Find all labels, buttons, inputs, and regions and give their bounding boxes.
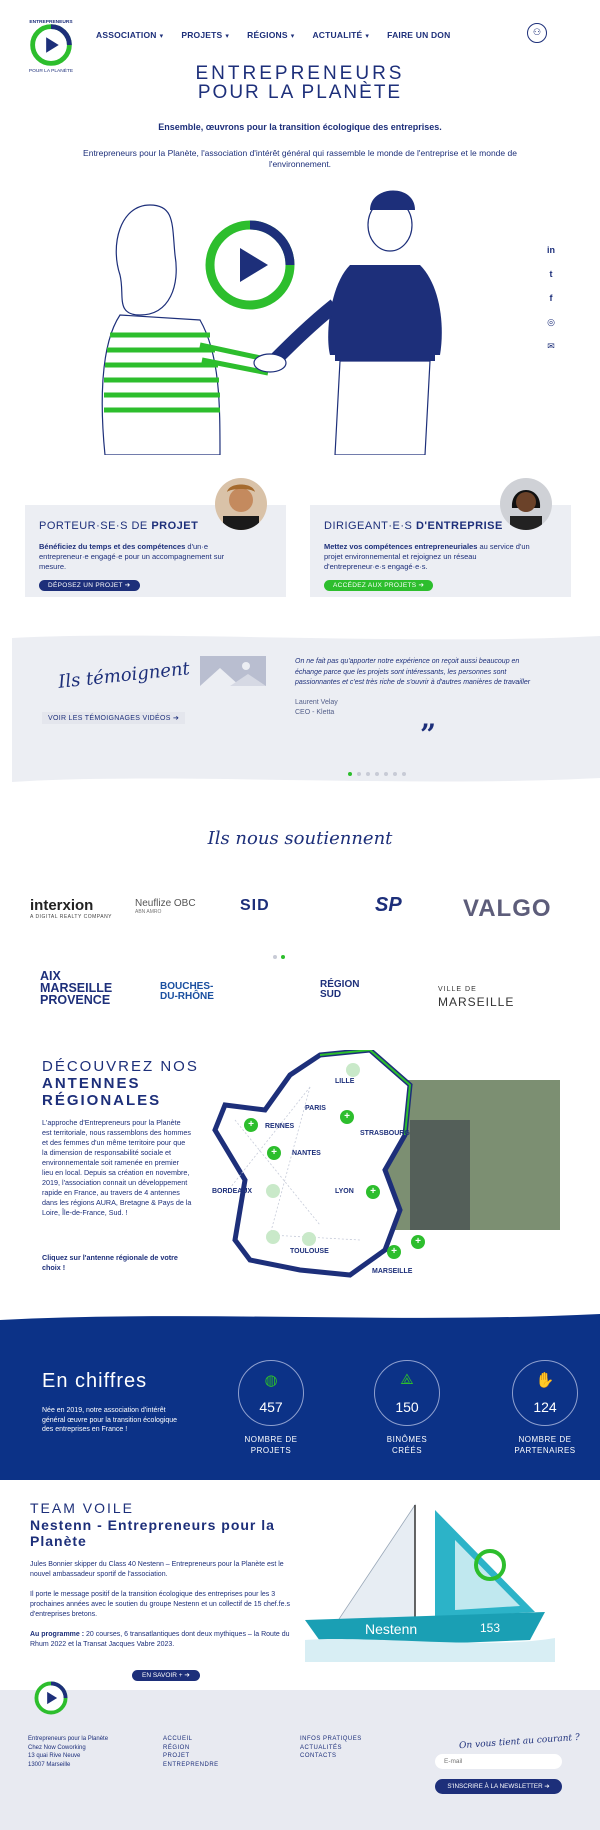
nav-actualite[interactable]: ACTUALITÉ ▾ (312, 30, 370, 40)
handshake-icon: ✋ (535, 1372, 555, 1389)
header (0, 0, 600, 74)
quote-icon: ” (420, 718, 437, 751)
acceder-projets-button[interactable]: ACCÉDEZ AUX PROJETS ➔ (324, 580, 433, 591)
hero-subtitle: Ensemble, œuvrons pour la transition écologique des entreprises. (158, 122, 442, 132)
svg-text:153: 153 (480, 1621, 501, 1635)
city-marseille[interactable]: MARSEILLE (372, 1268, 413, 1275)
city-lille[interactable]: LILLE (335, 1078, 355, 1085)
carousel-dot[interactable] (366, 772, 370, 776)
logo-neuflize[interactable]: Neuflize OBC ABN AMRO (135, 898, 196, 915)
carousel-dot[interactable] (384, 772, 388, 776)
email-field[interactable] (435, 1754, 562, 1769)
chiffres-title: En chiffres (42, 1370, 148, 1392)
stat-binomes: ⟁ 150 BINÔMES CRÉÉS (372, 1360, 442, 1456)
city-rennes[interactable]: RENNES (265, 1123, 295, 1130)
twitter-icon[interactable]: t (549, 269, 553, 279)
city-lyon[interactable]: LYON (335, 1188, 354, 1195)
city-toulouse[interactable]: TOULOUSE (290, 1248, 329, 1255)
sailboat-image (305, 1500, 555, 1662)
voile-kicker: TEAM VOILE (30, 1500, 135, 1516)
pin-bordeaux[interactable] (266, 1184, 280, 1198)
voile-title: Nestenn - Entrepreneurs pour la Planète (30, 1517, 275, 1549)
video-testimonials-link[interactable]: VOIR LES TÉMOIGNAGES VIDÉOS ➔ (42, 712, 185, 724)
pin-sud[interactable]: + (411, 1235, 425, 1249)
hero-title-line2: POUR LA PLANÈTE (197, 82, 403, 103)
carousel-dot[interactable] (402, 772, 406, 776)
antennes-text: L'approche d'Entrepreneurs pour la Planète est territoriale, nous rassemblons des hommes et des femmes d'un même territoire pour que la dimension de responsabilité sociale et environnementale soit ramenée en premier lieu en local. Depuis sa création en novembre, 2019, l'association connait un développement rapide en France, au travers de 4 antennes dans les régions AURA, Bretagne & Pays de la Loire, Île-de-France, Sud. ! (42, 1118, 192, 1217)
card-text: Bénéficiez du temps et des compétences d'un·e entrepreneur·e engagé·e pour un accompagnement sur mesure. (39, 542, 225, 571)
chiffres-text: Née en 2019, notre association d'intérêt général œuvre pour la transition écologique des entreprises en France ! (42, 1407, 178, 1433)
card-title: PORTEUR·SE·S DE PROJET (39, 520, 199, 532)
carousel-dot[interactable] (348, 772, 352, 776)
carousel-dot[interactable] (393, 772, 397, 776)
carousel-dot[interactable] (357, 772, 361, 776)
stat-partenaires: ✋ 124 NOMBRE DE PARTENAIRES (510, 1360, 580, 1456)
carousel-dot[interactable] (281, 955, 285, 959)
pin-toulouse-west[interactable] (266, 1230, 280, 1244)
chevron-down-icon: ▾ (365, 33, 370, 40)
hero-title-line1: ENTREPRENEURS (195, 63, 405, 84)
people-icon[interactable]: ⚇ (527, 23, 547, 43)
city-nantes[interactable]: NANTES (292, 1150, 321, 1157)
pin-marseille[interactable]: + (387, 1245, 401, 1259)
logo-region-sud[interactable]: RÉGION SUD (320, 979, 360, 1000)
avatar (500, 478, 552, 530)
footer-links-1 (163, 1735, 219, 1769)
newsletter-script: On vous tient au courant ? (458, 1732, 581, 1752)
linkedin-icon[interactable]: in (547, 245, 555, 255)
testimonials-script-title: Ils témoignent (57, 658, 191, 693)
nav-regions[interactable]: RÉGIONS ▾ (247, 30, 295, 40)
footer-link-projet[interactable]: PROJET (163, 1753, 190, 1759)
facebook-icon[interactable]: f (549, 293, 553, 303)
carousel-dots (348, 772, 406, 776)
chevron-down-icon: ▾ (290, 33, 295, 40)
pin-rennes[interactable]: + (244, 1118, 258, 1132)
svg-text:ENTREPRENEURS: ENTREPRENEURS (29, 19, 73, 25)
pin-nantes[interactable]: + (267, 1146, 281, 1160)
logo-valgo[interactable]: VALGO (463, 895, 552, 922)
social-bar (546, 245, 556, 351)
antennes-title: DÉCOUVREZ NOS ANTENNES RÉGIONALES (42, 1058, 199, 1109)
mail-icon[interactable]: ✉ (547, 341, 555, 351)
chevron-down-icon: ▾ (159, 33, 164, 40)
hero-description: Entrepreneurs pour la Planète, l'association d'intérêt général qui rassemble le monde de l'entreprise et le monde de l'environnement. (83, 148, 517, 169)
nav-association[interactable]: ASSOCIATION ▾ (96, 30, 164, 40)
logo-sid[interactable]: SID (240, 897, 270, 914)
testimonial-author: Laurent Velay CEO - Kletta (295, 699, 338, 716)
logo-aix-marseille[interactable]: AIX MARSEILLE PROVENCE (40, 969, 113, 1007)
network-icon: ⟁ (400, 1371, 414, 1388)
globe-icon: ◍ (264, 1372, 278, 1389)
footer-links-2 (300, 1735, 362, 1761)
pin-toulouse[interactable] (302, 1232, 316, 1246)
sponsors-script-title: Ils nous soutiennent (207, 828, 393, 849)
newsletter-button[interactable]: S'INSCRIRE À LA NEWSLETTER ➔ (435, 1779, 562, 1794)
pin-paris[interactable]: + (340, 1110, 354, 1124)
france-map (210, 1050, 560, 1290)
voile-paragraph: Jules Bonnier skipper du Class 40 Nestenn – Entrepreneurs pour la Planète est le nouvel ambassadeur sportif de l'association. (30, 1561, 284, 1578)
footer-logo[interactable] (28, 1675, 74, 1721)
footer-address: Entrepreneurs pour la Planète Chez Now Coworking 13 quai Rive Neuve 13007 Marseille (28, 1736, 109, 1768)
en-savoir-plus-button[interactable]: EN SAVOIR + ➔ (132, 1670, 200, 1681)
footer-link-actualites[interactable]: ACTUALITÉS (300, 1744, 343, 1751)
footer-link-contacts[interactable]: CONTACTS (300, 1753, 337, 1759)
carousel-dot[interactable] (375, 772, 379, 776)
carousel-dot[interactable] (273, 955, 277, 959)
sponsor-dots (273, 955, 285, 959)
city-strasbourg[interactable]: STRASBOURG (360, 1130, 410, 1137)
antennes-cta: Cliquez sur l'antenne régionale de votre choix ! (42, 1253, 178, 1272)
card-text: Mettez vos compétences entrepreneuriales au service d'un projet environnemental et rejoignez un réseau d'entrepreneur·e·s engagé·e·s. (324, 542, 530, 571)
chevron-down-icon: ▾ (225, 33, 230, 40)
footer-link-infos[interactable]: INFOS PRATIQUES (300, 1736, 362, 1742)
instagram-icon[interactable]: ◎ (547, 317, 555, 327)
deposer-projet-button[interactable]: DÉPOSEZ UN PROJET ➔ (39, 580, 140, 591)
voile-paragraph: Au programme : 20 courses, 6 transatlantiques dont deux mythiques – la Route du Rhum 2022 et la Transat Jacques Vabre 2023. (30, 1631, 290, 1648)
logo-bouches-du-rhone[interactable]: BOUCHES- DU-RHÔNE (160, 981, 214, 1002)
nav-faire-un-don[interactable]: FAIRE UN DON (387, 30, 451, 40)
city-paris[interactable]: PARIS (305, 1105, 326, 1112)
card-title: DIRIGEANT·E·S D'ENTREPRISE (324, 520, 503, 532)
image-placeholder-icon (200, 656, 266, 686)
logo-interxion[interactable]: interxion A DIGITAL REALTY COMPANY (30, 897, 113, 920)
footer-link-accueil[interactable]: ACCUEIL (163, 1736, 193, 1742)
avatar (215, 478, 267, 530)
svg-text:POUR LA PLANÈTE: POUR LA PLANÈTE (28, 69, 74, 74)
footer-link-entreprendre[interactable]: ENTREPRENDRE (163, 1761, 219, 1768)
pin-lille[interactable] (346, 1063, 360, 1077)
footer-link-region[interactable]: RÉGION (163, 1744, 190, 1751)
svg-text:Nestenn: Nestenn (365, 1621, 418, 1637)
nav-projets[interactable]: PROJETS ▾ (181, 30, 230, 40)
city-bordeaux[interactable]: BORDEAUX (212, 1188, 253, 1195)
voile-paragraph: Il porte le message positif de la transition écologique des entreprises pour les 3 prochaines années avec le soutien du groupe Nestenn et un collectif de 15 chef.fe.s d'entreprises bretons. (30, 1591, 290, 1618)
stat-projets: ◍ 457 NOMBRE DE PROJETS (236, 1360, 306, 1456)
main-nav (96, 30, 450, 40)
pin-lyon[interactable]: + (366, 1185, 380, 1199)
logo-sp[interactable]: SP (375, 894, 402, 916)
logo-ville-marseille[interactable]: VILLE DE MARSEILLE (438, 986, 515, 1009)
testimonial-quote: On ne fait pas qu'apporter notre expérience on reçoit aussi beaucoup en échange parce que les projets sont intéressants, les personnes sont passionnantes et c'est très riche de s'ouvrir à d'autres manières de travailler (295, 658, 531, 686)
handshake-illustration (80, 185, 500, 455)
